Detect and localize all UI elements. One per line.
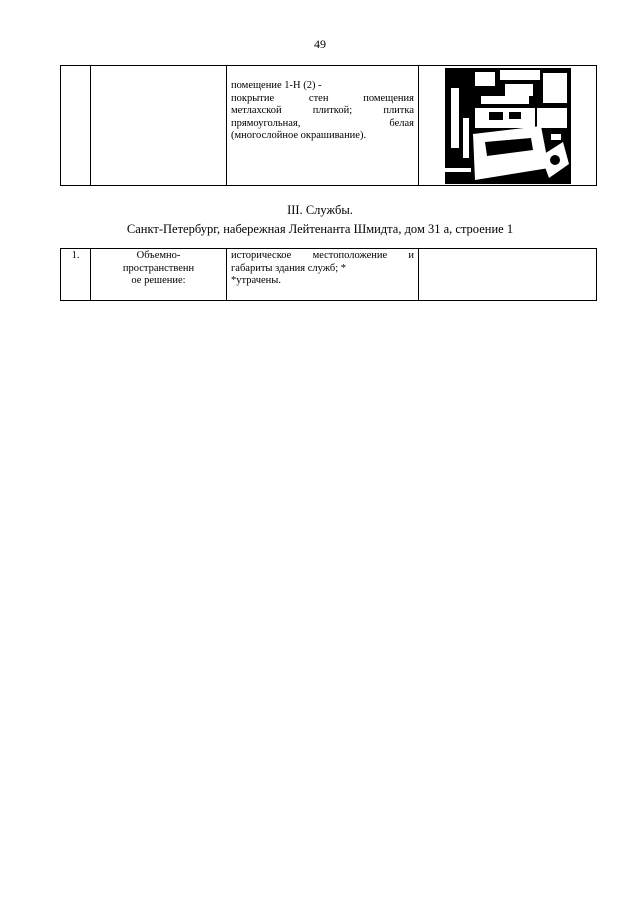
interior-photo [445, 68, 571, 184]
item-photo-cell [419, 66, 597, 186]
item-name-cell [91, 66, 227, 186]
description-line: историческое местоположение и [231, 250, 414, 261]
description-line: покрытие стен помещения [231, 92, 414, 104]
table-row [61, 249, 597, 301]
description-line: (многослойное окрашивание). [231, 130, 367, 141]
item-name-cell [91, 249, 227, 301]
item-photo-cell [419, 249, 597, 301]
protection-items-table-bottom [60, 248, 597, 301]
description-line: габариты здания служб; * [231, 262, 347, 274]
section-title: III. Службы. [287, 203, 353, 217]
page-number: 49 [314, 37, 326, 51]
item-number-cell [61, 66, 91, 186]
item-name-line: ое решение: [131, 275, 186, 286]
protection-items-table-top [60, 65, 597, 186]
item-description-cell [227, 249, 419, 301]
description-line: *утрачены. [231, 275, 281, 286]
section-address: Санкт-Петербург, набережная Лейтенанта Шмидта, дом 31 а, строение 1 [126, 222, 514, 236]
description-line: метлахской плиткой; плитка [231, 105, 414, 116]
item-description-cell [227, 66, 419, 186]
item-number-cell: 1. [61, 249, 91, 301]
description-line: помещение 1-Н (2) - [231, 80, 322, 91]
item-name-line: Объемно- [136, 250, 181, 261]
description-line: прямоугольная, белая [231, 117, 414, 129]
table-row [61, 66, 597, 186]
item-name-line: пространственн [122, 262, 195, 274]
